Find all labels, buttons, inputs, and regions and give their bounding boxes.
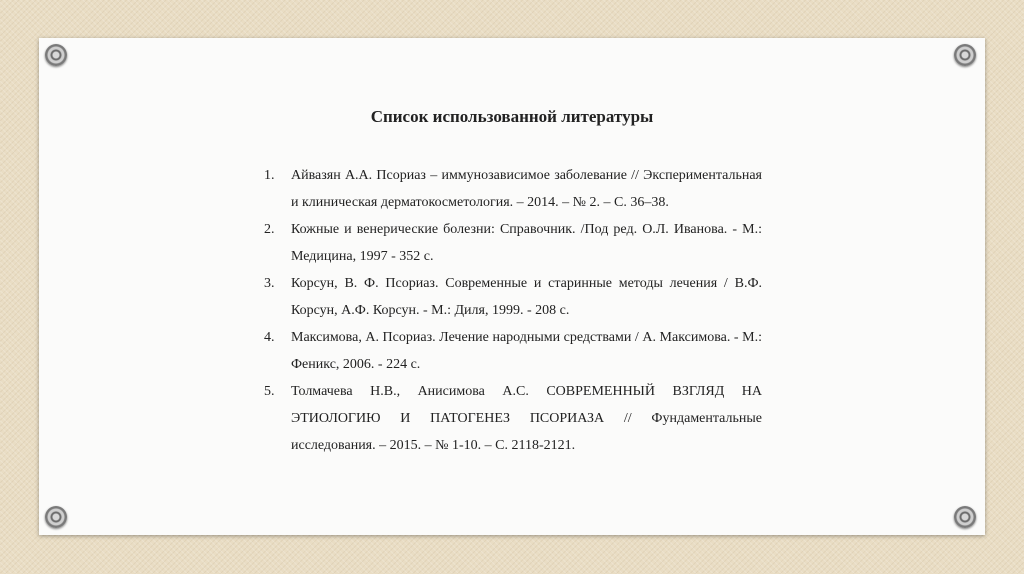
pushpin-icon xyxy=(45,506,67,528)
page-title: Список использованной литературы xyxy=(370,107,654,126)
reference-text: Айвазян А.А. Псориаз – иммунозависимое заболевание // Экспериментальная и клиническая дерматокосметология. – 2014. – № 2. – С. 36–38. xyxy=(291,168,762,210)
reference-list xyxy=(264,162,762,459)
reference-item xyxy=(264,216,762,270)
reference-text: Кожные и венерические болезни: Справочник. /Под ред. О.Л. Иванова. - М.: Медицина, 1997 - 352 с. xyxy=(291,222,762,264)
pushpin-icon xyxy=(954,506,976,528)
pushpin-icon xyxy=(45,44,67,66)
reference-item xyxy=(264,378,762,459)
pushpin-icon xyxy=(954,44,976,66)
reference-number: 1. xyxy=(264,168,275,183)
reference-number: 2. xyxy=(264,222,275,237)
reference-text: Толмачева Н.В., Анисимова А.С. СОВРЕМЕННЫЙ ВЗГЛЯД НА ЭТИОЛОГИЮ И ПАТОГЕНЕЗ ПСОРИАЗА // Фундаментальные исследования. – 2015. – № 1-10. – С. 2118-2121. xyxy=(291,384,762,453)
reference-number: 4. xyxy=(264,330,275,345)
reference-item xyxy=(264,324,762,378)
reference-number: 3. xyxy=(264,276,275,291)
reference-text: Максимова, А. Псориаз. Лечение народными средствами / А. Максимова. - М.: Феникс, 2006. - 224 с. xyxy=(291,330,762,372)
reference-item xyxy=(264,162,762,216)
reference-text: Корсун, В. Ф. Псориаз. Современные и старинные методы лечения / В.Ф. Корсун, А.Ф. Корсун. - М.: Диля, 1999. - 208 с. xyxy=(291,276,762,318)
reference-number: 5. xyxy=(264,384,275,399)
reference-item xyxy=(264,270,762,324)
